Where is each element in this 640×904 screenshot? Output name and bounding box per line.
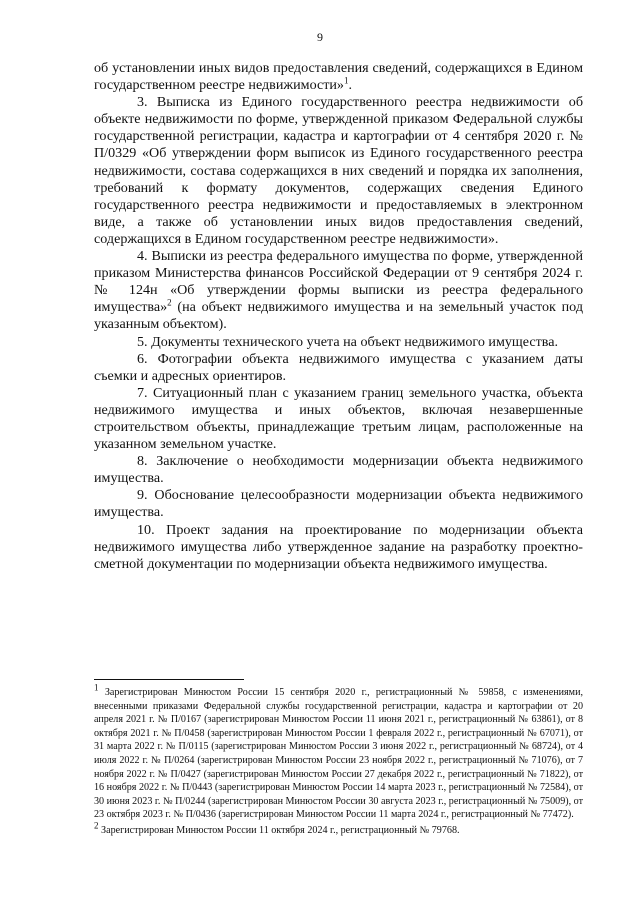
paragraph-item-3: 3. Выписка из Единого государственного реестра недвижимости об объекте недвижимости по форме, утвержденной приказом Федеральной службы государственной регистрации, кадастра и картографии от 4 сентября 2020 г. № П/0329 «Об утверждении форм выписок из Единого государственного реестра недвижимости, состава содержащихся в них сведений и порядка их заполнения, требований к формату документов, содержащих сведения Единого государственного реестра недвижимости и предоставляемых в электронном виде, а также об установлении иных видов предоставления сведений, содержащихся в Едином государственном реестре недвижимости». <box>94 94 583 247</box>
paragraph-continuation: об установлении иных видов предоставления сведений, содержащихся в Едином государственном реестре недвижимости»$^1$. <box>94 60 583 94</box>
footnotes-section <box>94 682 583 838</box>
paragraph-item-4: 4. Выписки из реестра федерального имущества по форме, утвержденной приказом Министерства финансов Российской Федерации от 9 сентября 2024 г. № 124н «Об утверждении формы выписки из реестра федерального имущества»$^2$ (на объект недвижимого имущества и на земельный участок под указанным объектом). <box>94 248 583 333</box>
footnote-marker: 1 <box>94 682 99 693</box>
footnote-2: $^2$ Зарегистрирован Минюстом России 11 октября 2024 г., регистрационный № 79768. <box>94 820 460 836</box>
paragraph-item-8: 8. Заключение о необходимости модернизации объекта недвижимого имущества. <box>94 453 583 487</box>
paragraph-item-10: 10. Проект задания на проектирование по модернизации объекта недвижимого имущества либо утвержденное задание на разработку проектно-сметной документации по модернизации объекта недвижимого имущества. <box>94 521 583 572</box>
paragraph-item-5: 5. Документы технического учета на объект недвижимого имущества. <box>137 333 559 350</box>
footnote-divider <box>94 679 244 680</box>
footnote-ref: 1 <box>343 75 349 86</box>
paragraph-item-7: 7. Ситуационный план с указанием границ земельного участка, объекта недвижимого имущества и иных объектов, включая незавершенные строительством объекты, принадлежащие третьим лицам, расположенные на указанном земельном участке. <box>94 384 583 453</box>
paragraph-item-6: 6. Фотографии объекта недвижимого имущества с указанием даты съемки и адресных ориентиров. <box>94 350 583 384</box>
paragraph-item-9: 9. Обоснование целесообразности модернизации объекта недвижимого имущества. <box>94 487 583 521</box>
footnote-marker: 2 <box>94 820 99 831</box>
document-body <box>94 60 583 573</box>
page-number: 9 <box>317 30 323 44</box>
footnote-1: $^1$ Зарегистрирован Минюстом России 15 сентября 2020 г., регистрационный № 59858, с изменениями, внесенными приказами Федеральной службы государственной регистрации, кадастра и картографии от 20 апреля 2021 г. № П/0167 (зарегистрирован Минюстом России 11 июня 2021 г., регистрационный № 63861), от 8 октября 2021 г. № П/0458 (зарегистрирован Минюстом России 1 февраля 2022 г., регистрационный № 67071), от 31 марта 2022 г. № П/0115 (зарегистрирован Минюстом России 3 июня 2022 г., регистрационный № 68724), от 4 июля 2022 г. № П/0264 (зарегистрирован Минюстом России 23 ноября 2022 г., регистрационный № 71076), от 7 ноября 2022 г. № П/0427 (зарегистрирован Минюстом России 27 декабря 2022 г., регистрационный № 71822), от 16 ноября 2022 г. № П/0443 (зарегистрирован Минюстом России 14 марта 2023 г., регистрационный № 72584), от 30 июня 2023 г. № П/0244 (зарегистрирован Минюстом России 30 августа 2023 г., регистрационный № 75009), от 23 октября 2023 г. № П/0436 (зарегистрирован Минюстом России 11 марта 2024 г., регистрационный № 77472). <box>94 682 583 821</box>
footnote-ref: 2 <box>167 297 172 308</box>
